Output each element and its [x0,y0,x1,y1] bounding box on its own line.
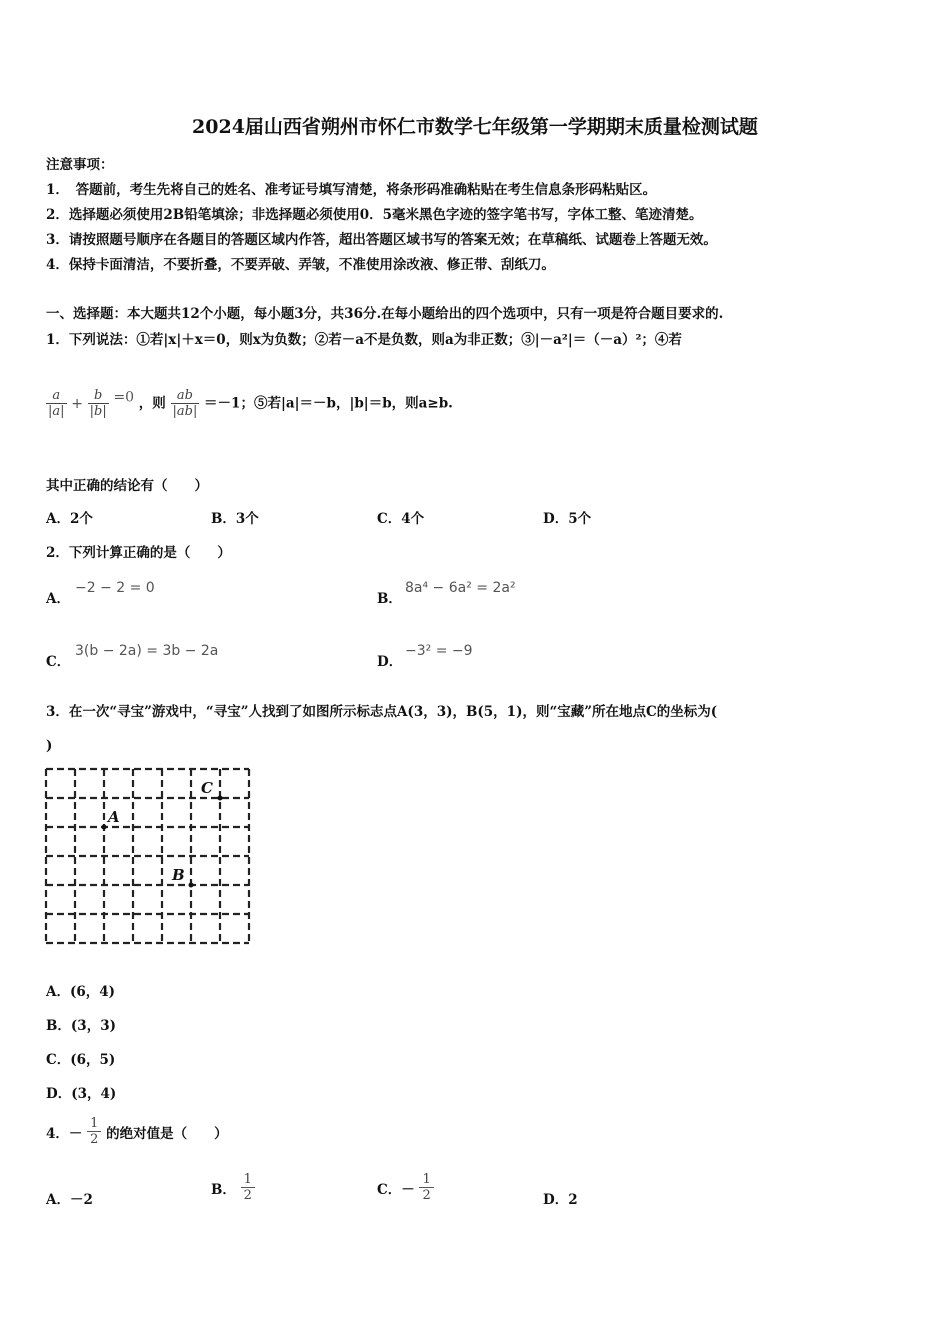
q1-rest: ＝－1；⑤若|a|＝－b，|b|＝b，则a≥b. [204,395,453,412]
q2-d-label: D． [377,654,403,670]
q4-option-c[interactable] [377,1172,434,1204]
note-item: 2．选择题必须使用2B铅笔填涂；非选择题必须使用0．5毫米黑色字迹的签字笔书写，字体工整、笔迹清楚。 [46,207,703,223]
q1-then: ，则 [138,395,166,412]
q3-option-b[interactable]: B．(3，3) [46,1018,116,1034]
q2-b-expr: 8a⁴ − 6a² = 2a² [405,580,516,596]
notes-heading: 注意事项： [46,157,114,173]
q3-stem: 3．在一次“寻宝”游戏中，“寻宝”人找到了如图所示标志点A(3，3)，B(5，1)，则“宝藏”所在地点C的坐标为( [46,704,718,720]
q1-fraction-b: $\frac{b}{|b|}$ [89,388,107,419]
q1-formula-line [46,388,453,420]
q3-option-d[interactable]: D．(3，4) [46,1086,117,1102]
q4-stem [46,1116,228,1148]
section-heading: 一、选择题：本大题共12个小题，每小题3分，共36分.在每小题给出的四个选项中，只有一项是符合题目要求的. [46,306,724,322]
q2-a-label: A． [46,591,70,607]
page-title: 2024届山西省朔州市怀仁市数学七年级第一学期期末质量检测试题 [192,116,758,138]
q2-option-c[interactable] [46,650,70,670]
q2-b-label: B． [377,591,402,607]
q4-c-label: C．－ [377,1182,415,1198]
q4-option-b[interactable] [211,1172,255,1204]
label-b: B [172,866,185,884]
q4-c-fraction: $\frac{1}{2}$ [419,1172,433,1204]
q4-post: 的绝对值是（ ） [106,1126,228,1142]
label-c: C [201,779,213,797]
q4-b-fraction: $\frac{1}{2}$ [241,1172,255,1204]
q4-pre: 4．－ [46,1126,83,1142]
note-item: 4．保持卡面清洁，不要折叠，不要弄破、弄皱，不准使用涂改液、修正带、刮纸刀。 [46,257,555,273]
equals-zero: =0 [113,389,135,406]
point-b [189,883,194,888]
q1-line1: 1．下列说法：①若|x|＋x＝0，则x为负数；②若－a不是负数，则a为非正数；③|－a²|＝（－a）²；④若 [46,332,682,348]
q3-grid-figure [44,767,252,945]
q1-option-b[interactable]: B．3个 [211,511,259,527]
note-item: 3．请按照题号顺序在各题目的答题区域内作答，超出答题区域书写的答案无效；在草稿纸、试题卷上答题无效。 [46,232,717,248]
q4-option-a[interactable]: A．－2 [46,1192,93,1208]
q1-option-d[interactable]: D．5个 [543,511,592,527]
q2-stem: 2．下列计算正确的是（ ） [46,545,231,561]
q2-c-expr: 3(b − 2a) = 3b − 2a [75,643,219,659]
q3-option-c[interactable]: C．(6，5) [46,1052,116,1068]
q1-fraction-ab: $\frac{ab}{|ab|}$ [172,388,198,419]
note-item: 1． 答题前，考生先将自己的姓名、准考证号填写清楚，将条形码准确粘贴在考生信息条形码粘贴区。 [46,182,657,198]
plus-sign: + [71,396,83,412]
point-a [102,825,107,830]
q4-fraction: $\frac{1}{2}$ [87,1116,101,1148]
point-c [218,796,223,801]
q3-option-a[interactable]: A．(6，4) [46,984,116,1000]
q1-stem: 其中正确的结论有（ ） [46,478,208,494]
q1-option-a[interactable]: A．2个 [46,511,93,527]
q2-option-d[interactable] [377,650,402,670]
q2-a-expr: −2 − 2 = 0 [75,580,155,596]
q3-stem-end: ) [46,738,53,754]
q2-d-expr: −3² = −9 [405,643,473,659]
q2-option-b[interactable] [377,587,402,607]
q2-option-a[interactable] [46,587,70,607]
q4-option-d[interactable]: D．2 [543,1192,578,1208]
q4-b-label: B． [211,1182,236,1198]
q1-option-c[interactable]: C．4个 [377,511,425,527]
label-a: A [108,808,120,826]
q1-fraction-a: $\frac{a}{|a|}$ [48,388,65,419]
q2-c-label: C． [46,654,71,670]
